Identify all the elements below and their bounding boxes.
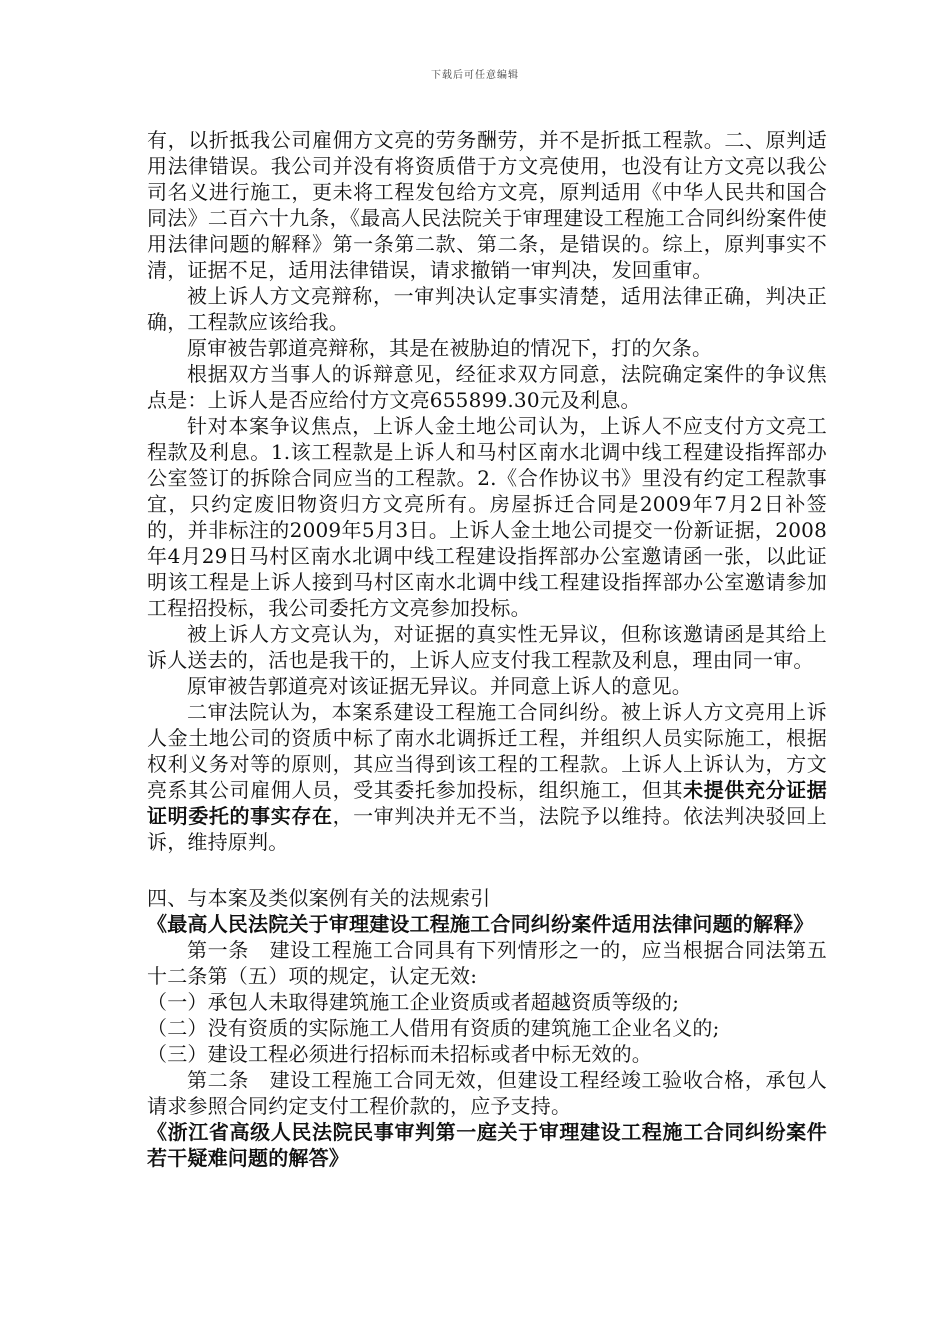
ruling-text-start: 二审法院认为，本案系建设工程施工合同纠纷。被上诉人方文亮用上诉人金土地公司的资质中标了南水北调拆迁工程，并组织人员实际施工，根据权利义务对等的原则，其应当得到该工程的工程款。上诉人上诉认为，方文亮系其公司雇佣人员，受其委托参加投标，组织施工，但其 [147,700,827,802]
paragraph-defendant-opinion: 原审被告郭道亮对该证据无异议。并同意上诉人的意见。 [187,674,692,698]
ruling-emphasis: 未提供充分证据证明委托的事实存在 [147,778,828,828]
paragraph-appellee-opinion: 被上诉人方文亮认为，对证据的真实性无异议，但称该邀请函是其给上诉人送去的，活也是我干的，上诉人应支付我工程款及利息，理由同一审。 [147,622,827,672]
paragraph-court-ruling [147,699,827,855]
article-item-3: （三）建设工程必须进行招标而未招标或者中标无效的。 [147,1042,652,1066]
law-title-supreme-court: 《最高人民法院关于审理建设工程施工合同纠纷案件适用法律问题的解释》 [147,912,814,936]
article-item-2: （二）没有资质的实际施工人借用有资质的建筑施工企业名义的; [147,1016,720,1040]
article-two: 第二条 建设工程施工合同无效，但建设工程经竣工验收合格，承包人请求参照合同约定支付工程价款的，应予支持。 [147,1068,827,1118]
paragraph-appeal-grounds: 有，以折抵我公司雇佣方文亮的劳务酬劳，并不是折抵工程款。二、原判适用法律错误。我公司并没有将资质借于方文亮使用，也没有让方文亮以我公司名义进行施工，更未将工程发包给方文亮，原判适用《中华人民共和国合同法》二百六十九条，《最高人民法院关于审理建设工程施工合同纠纷案件使用法律问题的解释》第一条第二款、第二条，是错误的。综上，原判事实不清，证据不足，适用法律错误，请求撤销一审判决，发回重审。 [147,128,827,282]
article-item-1: （一）承包人未取得建筑施工企业资质或者超越资质等级的; [147,990,680,1014]
section-title: 四、与本案及类似案例有关的法规索引 [147,886,491,910]
document-body [147,127,827,1171]
law-title-zhejiang-court: 《浙江省高级人民法院民事审判第一庭关于审理建设工程施工合同纠纷案件若干疑难问题的解答》 [147,1120,827,1170]
paragraph-original-defendant-reply: 原审被告郭道亮辩称，其是在被胁迫的情况下，打的欠条。 [187,336,713,360]
article-one: 第一条 建设工程施工合同具有下列情形之一的，应当根据合同法第五十二条第（五）项的规定，认定无效: [147,938,827,988]
ruling-text-end: ，一审判决并无不当，法院予以维持。依法判决驳回上诉，维持原判。 [147,804,827,854]
paragraph-appellee-reply: 被上诉人方文亮辩称，一审判决认定事实清楚，适用法律正确，判决正确，工程款应该给我。 [147,284,827,334]
paragraph-appellant-argument: 针对本案争议焦点，上诉人金土地公司认为，上诉人不应支付方文亮工程款及利息。1.该工程款是上诉人和马村区南水北调中线工程建设指挥部办公室签订的拆除合同应当的工程款。2.《合作协议书》里没有约定工程款事宜，只约定废旧物资归方文亮所有。房屋拆迁合同是2009年7月2日补签的，并非标注的2009年5月3日。上诉人金土地公司提交一份新证据，2008年4月29日马村区南水北调中线工程建设指挥部办公室邀请函一张，以此证明该工程是上诉人接到马村区南水北调中线工程建设指挥部办公室邀请参加工程招投标，我公司委托方文亮参加投标。 [147,414,827,620]
paragraph-dispute-focus: 根据双方当事人的诉辩意见，经征求双方同意，法院确定案件的争议焦点是：上诉人是否应给付方文亮655899.30元及利息。 [147,362,827,412]
page-header: 下载后可任意编辑 [431,70,519,81]
